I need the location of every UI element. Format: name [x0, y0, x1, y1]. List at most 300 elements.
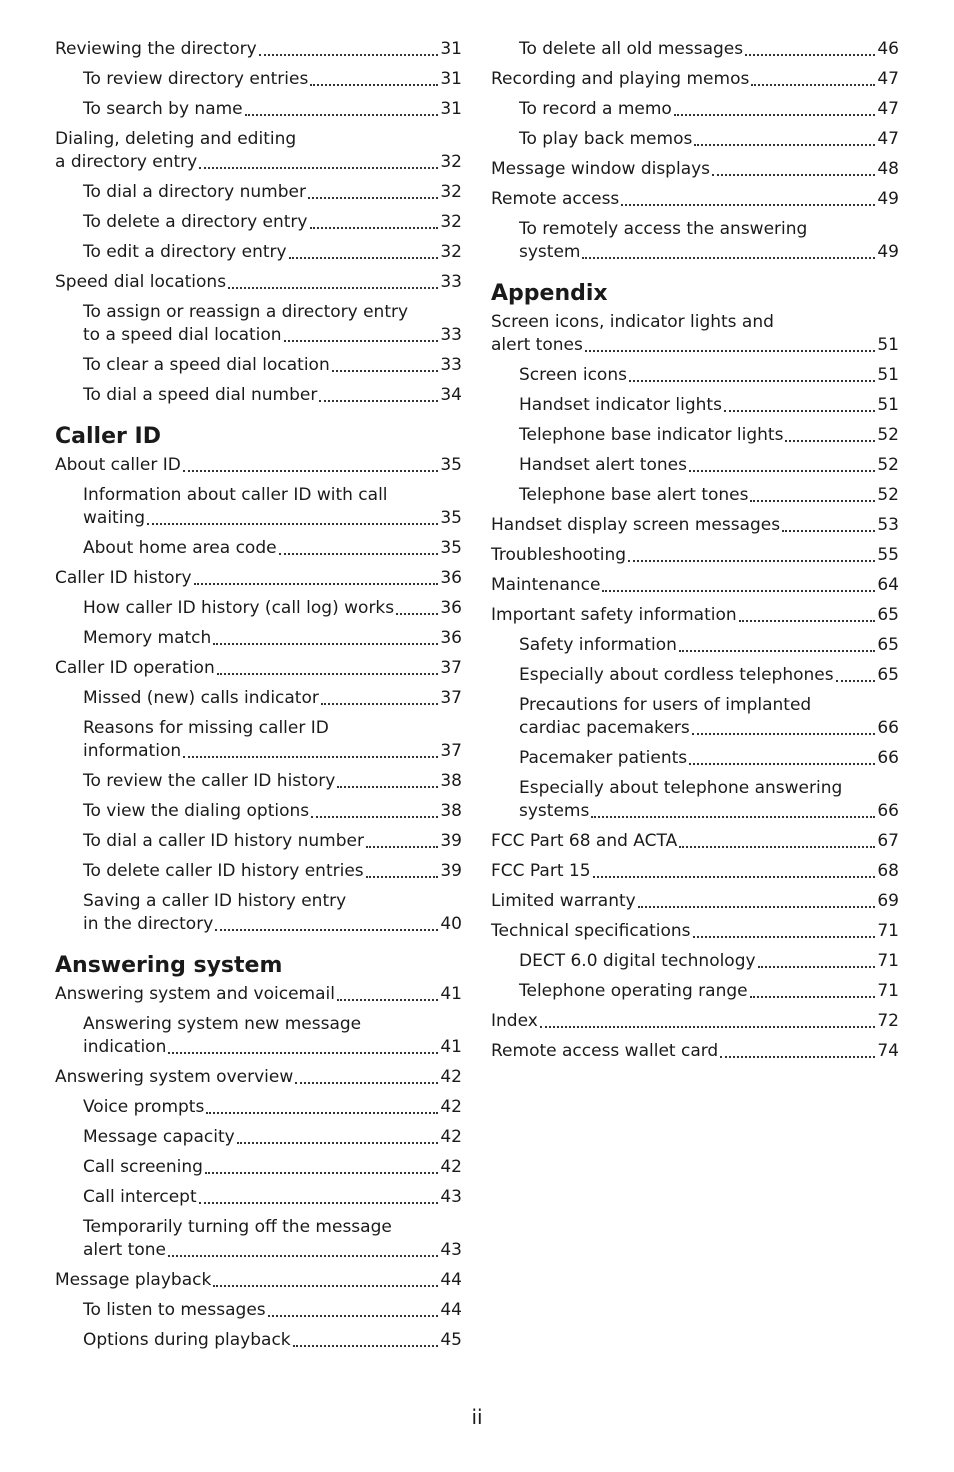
toc-entry-title-line: Reasons for missing caller ID [83, 718, 329, 738]
toc-entry[interactable] [55, 687, 462, 710]
toc-entry-line [491, 514, 899, 537]
toc-entry[interactable] [491, 484, 899, 507]
dot-leader [758, 966, 876, 968]
toc-entry-line [83, 687, 462, 710]
toc-page-number: 36 [440, 598, 462, 618]
toc-entry[interactable] [55, 830, 462, 853]
dot-leader [228, 287, 438, 289]
dot-leader [638, 906, 876, 908]
toc-entry[interactable] [491, 424, 899, 447]
section-heading-caller-id: Caller ID [55, 424, 161, 449]
toc-page-number: 64 [877, 575, 899, 595]
toc-page-number: 41 [440, 1037, 462, 1057]
toc-page-number: 71 [877, 981, 899, 1001]
toc-page-number: 65 [877, 605, 899, 625]
toc-entry-title: Answering system and voicemail [55, 984, 335, 1004]
toc-entry-line [83, 800, 462, 823]
toc-entry-title: To listen to messages [83, 1300, 266, 1320]
dot-leader [259, 54, 439, 56]
toc-page-number: 49 [877, 242, 899, 262]
toc-entry-title: information [83, 741, 182, 761]
toc-entry[interactable] [55, 537, 462, 560]
page-number: ii [471, 1405, 483, 1429]
toc-entry-line [519, 241, 899, 264]
toc-entry-line [55, 1066, 462, 1089]
dot-leader [582, 257, 875, 259]
toc-entry-title: To record a memo [519, 99, 672, 119]
toc-entry[interactable] [491, 38, 899, 61]
dot-leader [750, 996, 876, 998]
toc-page-number: 33 [440, 325, 462, 345]
toc-entry-line [83, 537, 462, 560]
toc-entry-title: Telephone operating range [519, 981, 748, 1001]
toc-entry-title: Remote access [491, 189, 620, 209]
dot-leader [745, 54, 875, 56]
toc-page-number: 51 [877, 365, 899, 385]
toc-page-number: 31 [440, 39, 462, 59]
toc-entry-title: Limited warranty [491, 891, 636, 911]
toc-entry-title: DECT 6.0 digital technology [519, 951, 756, 971]
toc-page-number: 32 [440, 242, 462, 262]
toc-entry-line [55, 454, 462, 477]
toc-entry-title: Pacemaker patients [519, 748, 688, 768]
dot-leader [693, 936, 876, 938]
toc-page-number: 39 [440, 831, 462, 851]
toc-entry[interactable] [55, 271, 462, 294]
toc-page-number: 74 [877, 1041, 899, 1061]
dot-leader [310, 84, 438, 86]
toc-page-number: 52 [877, 455, 899, 475]
toc-entry[interactable] [491, 98, 899, 121]
dot-leader [337, 786, 438, 788]
toc-entry-line [83, 68, 462, 91]
dot-leader [213, 1285, 438, 1287]
toc-left-column [55, 38, 462, 1359]
toc-entry-line [519, 950, 899, 973]
toc-entry-title: Caller ID operation [55, 658, 215, 678]
toc-page-number: 38 [440, 771, 462, 791]
dot-leader [217, 673, 439, 675]
dot-leader [311, 816, 438, 818]
toc-entry-line [83, 627, 462, 650]
toc-entry-line [83, 597, 462, 620]
toc-entry[interactable] [55, 1186, 462, 1209]
toc-page-number: 51 [877, 335, 899, 355]
dot-leader [540, 1026, 876, 1028]
toc-entry-title: Screen icons [519, 365, 627, 385]
toc-page-number: 43 [440, 1240, 462, 1260]
toc-entry-line [491, 830, 899, 853]
dot-leader [319, 400, 438, 402]
toc-entry-title-line: Temporarily turning off the message [83, 1217, 392, 1237]
toc-entry[interactable] [491, 664, 899, 687]
toc-entry-line [519, 98, 899, 121]
toc-entry-title: Important safety information [491, 605, 737, 625]
toc-entry-line [519, 800, 899, 823]
toc-entry-line [491, 574, 899, 597]
dot-leader [629, 380, 875, 382]
toc-entry-title-line: Answering system new message [83, 1014, 362, 1034]
dot-leader [751, 84, 875, 86]
toc-entry-title: Reviewing the directory [55, 39, 257, 59]
toc-entry[interactable] [491, 604, 899, 627]
toc-entry[interactable] [55, 38, 462, 61]
toc-page-number: 45 [440, 1330, 462, 1350]
toc-page-number: 72 [877, 1011, 899, 1031]
toc-entry[interactable] [491, 694, 899, 740]
toc-entry-title: Recording and playing memos [491, 69, 750, 89]
toc-entry[interactable] [55, 1126, 462, 1149]
toc-entry-title: How caller ID history (call log) works [83, 598, 395, 618]
dot-leader [593, 876, 876, 878]
toc-entry[interactable] [491, 311, 899, 357]
dot-leader [289, 257, 439, 259]
toc-entry[interactable] [491, 394, 899, 417]
toc-entry-title: cardiac pacemakers [519, 718, 690, 738]
toc-page-number: 37 [440, 741, 462, 761]
toc-entry-line [491, 604, 899, 627]
toc-entry[interactable] [55, 890, 462, 936]
toc-page-number: 65 [877, 665, 899, 685]
dot-leader [750, 500, 875, 502]
toc-entry[interactable] [55, 1156, 462, 1179]
toc-entry[interactable] [55, 454, 462, 477]
toc-page-number: 66 [877, 801, 899, 821]
toc-entry-line [83, 384, 462, 407]
dot-leader [168, 1255, 438, 1257]
toc-entry-title: Telephone base alert tones [519, 485, 749, 505]
toc-entry-title: Speed dial locations [55, 272, 227, 292]
toc-entry-line [83, 1126, 462, 1149]
dot-leader [836, 680, 876, 682]
dot-leader [183, 756, 438, 758]
toc-entry-title: To delete a directory entry [83, 212, 308, 232]
toc-page-number: 35 [440, 455, 462, 475]
dot-leader [321, 703, 438, 705]
toc-entry-line [83, 913, 462, 936]
toc-page-number: 37 [440, 688, 462, 708]
toc-entry[interactable] [491, 950, 899, 973]
dot-leader [199, 1202, 439, 1204]
toc-entry[interactable] [491, 634, 899, 657]
toc-entry[interactable] [491, 218, 899, 264]
toc-entry[interactable] [491, 890, 899, 913]
toc-entry[interactable] [491, 544, 899, 567]
dot-leader [689, 763, 875, 765]
toc-page-number: 42 [440, 1157, 462, 1177]
toc-entry-title: systems [519, 801, 590, 821]
toc-page-number: 33 [440, 272, 462, 292]
toc-page-number: 47 [877, 99, 899, 119]
toc-entry-title: Missed (new) calls indicator [83, 688, 319, 708]
toc-entry-line [83, 211, 462, 234]
toc-entry-title: Caller ID history [55, 568, 192, 588]
dot-leader [194, 583, 439, 585]
toc-entry-line [519, 664, 899, 687]
toc-entry-title: To clear a speed dial location [83, 355, 330, 375]
dot-leader [215, 929, 438, 931]
dot-leader [591, 816, 875, 818]
toc-entry-title: FCC Part 15 [491, 861, 591, 881]
toc-page-number: 32 [440, 182, 462, 202]
toc-page-number: 55 [877, 545, 899, 565]
toc-entry-line [519, 747, 899, 770]
toc-entry-title: To dial a speed dial number [83, 385, 318, 405]
toc-page-number: 44 [440, 1270, 462, 1290]
toc-entry[interactable] [55, 1216, 462, 1262]
toc-entry-title: To view the dialing options [83, 801, 310, 821]
toc-page-number: 33 [440, 355, 462, 375]
toc-entry-line [83, 98, 462, 121]
toc-entry[interactable] [55, 181, 462, 204]
toc-entry-line [519, 634, 899, 657]
toc-entry[interactable] [491, 777, 899, 823]
toc-page-number: 32 [440, 152, 462, 172]
toc-entry[interactable] [55, 128, 462, 174]
toc-entry-title: Call screening [83, 1157, 203, 1177]
toc-entry-line [519, 38, 899, 61]
toc-page-number: 71 [877, 951, 899, 971]
toc-entry-title: To search by name [83, 99, 243, 119]
toc-entry-line [491, 890, 899, 913]
toc-entry-title: Remote access wallet card [491, 1041, 719, 1061]
toc-entry[interactable] [491, 68, 899, 91]
dot-leader [205, 1172, 438, 1174]
toc-entry-line [83, 1036, 462, 1059]
toc-entry-title: To dial a caller ID history number [83, 831, 364, 851]
toc-entry[interactable] [55, 68, 462, 91]
toc-page-number: 37 [440, 658, 462, 678]
toc-entry[interactable] [55, 1299, 462, 1322]
toc-page-number: 49 [877, 189, 899, 209]
toc-entry[interactable] [491, 830, 899, 853]
toc-page-number: 39 [440, 861, 462, 881]
toc-entry-line [519, 454, 899, 477]
toc-page-number: 35 [440, 508, 462, 528]
toc-entry-line [83, 324, 462, 347]
toc-entry-line [83, 830, 462, 853]
toc-entry-line [491, 1040, 899, 1063]
toc-entry-title: About home area code [83, 538, 277, 558]
toc-entry[interactable] [55, 860, 462, 883]
toc-entry-title: Message window displays [491, 159, 711, 179]
toc-entry-title: Safety information [519, 635, 677, 655]
toc-page-number: 42 [440, 1127, 462, 1147]
toc-entry-title: Message capacity [83, 1127, 235, 1147]
toc-entry-line [519, 980, 899, 1003]
dot-leader [674, 114, 876, 116]
toc-entry-title-line: Dialing, deleting and editing [55, 129, 297, 149]
toc-entry-title: To delete caller ID history entries [83, 861, 364, 881]
dot-leader [720, 1056, 875, 1058]
toc-entry-title: Troubleshooting [491, 545, 627, 565]
toc-entry[interactable] [491, 920, 899, 943]
toc-entry[interactable] [55, 384, 462, 407]
toc-entry-title-line: Precautions for users of implanted [519, 695, 812, 715]
toc-entry-title: Memory match [83, 628, 212, 648]
toc-page-number: 53 [877, 515, 899, 535]
toc-entry-line [519, 128, 899, 151]
toc-entry[interactable] [55, 1096, 462, 1119]
toc-entry-line [83, 860, 462, 883]
dot-leader [689, 470, 875, 472]
dot-leader [147, 523, 438, 525]
toc-page-number: 36 [440, 568, 462, 588]
toc-entry-title: in the directory [83, 914, 214, 934]
toc-entry-title: alert tone [83, 1240, 166, 1260]
toc-entry-title-line: Saving a caller ID history entry [83, 891, 347, 911]
dot-leader [268, 1315, 439, 1317]
toc-entry[interactable] [55, 567, 462, 590]
dot-leader [621, 204, 875, 206]
toc-entry[interactable] [55, 800, 462, 823]
dot-leader [337, 999, 438, 1001]
toc-page-number: 65 [877, 635, 899, 655]
toc-entry-line [55, 657, 462, 680]
toc-entry-line [491, 920, 899, 943]
dot-leader [396, 613, 438, 615]
dot-leader [279, 553, 439, 555]
toc-page-number: 35 [440, 538, 462, 558]
toc-page-number: 34 [440, 385, 462, 405]
toc-entry[interactable] [55, 1066, 462, 1089]
toc-entry-title-line: Information about caller ID with call [83, 485, 388, 505]
toc-entry-title: Handset indicator lights [519, 395, 722, 415]
toc-entry[interactable] [491, 188, 899, 211]
toc-page-number: 47 [877, 129, 899, 149]
toc-entry[interactable] [55, 354, 462, 377]
dot-leader [694, 144, 875, 146]
toc-entry-title: To dial a directory number [83, 182, 306, 202]
toc-entry-title: To review directory entries [83, 69, 309, 89]
toc-entry[interactable] [491, 454, 899, 477]
toc-entry[interactable] [55, 983, 462, 1006]
toc-entry[interactable] [55, 770, 462, 793]
toc-page-number: 68 [877, 861, 899, 881]
toc-entry-line [55, 983, 462, 1006]
toc-page-number: 66 [877, 718, 899, 738]
toc-entry-line [83, 241, 462, 264]
dot-leader [206, 1112, 438, 1114]
toc-entry[interactable] [55, 627, 462, 650]
toc-entry[interactable] [491, 747, 899, 770]
toc-entry-title: Index [491, 1011, 538, 1031]
toc-entry-line [83, 1299, 462, 1322]
toc-entry-title: Especially about cordless telephones [519, 665, 834, 685]
toc-entry-title: Answering system overview [55, 1067, 294, 1087]
toc-entry[interactable] [491, 128, 899, 151]
toc-entry-title: to a speed dial location [83, 325, 282, 345]
dot-leader [628, 560, 875, 562]
toc-entry[interactable] [491, 860, 899, 883]
toc-entry[interactable] [55, 1329, 462, 1352]
toc-entry-title: a directory entry [55, 152, 198, 172]
toc-entry[interactable] [491, 364, 899, 387]
section-heading-answering-system: Answering system [55, 953, 283, 978]
toc-entry[interactable] [55, 717, 462, 763]
toc-entry[interactable] [55, 1269, 462, 1292]
toc-page-number: 36 [440, 628, 462, 648]
dot-leader [293, 1345, 439, 1347]
toc-page-number: 44 [440, 1300, 462, 1320]
toc-entry[interactable] [491, 158, 899, 181]
dot-leader [679, 650, 875, 652]
toc-entry-line [83, 1096, 462, 1119]
toc-entry-line [55, 567, 462, 590]
toc-page-number: 40 [440, 914, 462, 934]
toc-entry-line [83, 1239, 462, 1262]
dot-leader [692, 733, 876, 735]
toc-entry[interactable] [55, 211, 462, 234]
toc-page-number: 48 [877, 159, 899, 179]
toc-entry-line [491, 334, 899, 357]
toc-entry-title: To play back memos [519, 129, 693, 149]
toc-entry-line [519, 364, 899, 387]
toc-entry-title: alert tones [491, 335, 583, 355]
dot-leader [602, 590, 875, 592]
toc-entry-line [491, 860, 899, 883]
toc-entry[interactable] [491, 980, 899, 1003]
dot-leader [739, 620, 876, 622]
toc-entry-line [55, 151, 462, 174]
dot-leader [310, 227, 439, 229]
dot-leader [168, 1052, 438, 1054]
toc-page-number: 51 [877, 395, 899, 415]
toc-entry-line [491, 68, 899, 91]
toc-entry[interactable] [491, 574, 899, 597]
toc-page-number: 38 [440, 801, 462, 821]
toc-entry-title: Call intercept [83, 1187, 197, 1207]
toc-entry-title: About caller ID [55, 455, 181, 475]
toc-entry[interactable] [491, 1040, 899, 1063]
toc-entry-title: waiting [83, 508, 145, 528]
toc-page-number: 52 [877, 425, 899, 445]
toc-entry-line [83, 507, 462, 530]
toc-entry-title: indication [83, 1037, 167, 1057]
toc-entry-title-line: To remotely access the answering [519, 219, 808, 239]
toc-entry[interactable] [55, 98, 462, 121]
toc-entry-title: Message playback [55, 1270, 212, 1290]
toc-entry-title: Telephone base indicator lights [519, 425, 784, 445]
toc-entry[interactable] [491, 1010, 899, 1033]
toc-page-number: 47 [877, 69, 899, 89]
toc-page-number: 42 [440, 1097, 462, 1117]
toc-page-number: 69 [877, 891, 899, 911]
toc-entry[interactable] [55, 484, 462, 530]
toc-entry[interactable] [491, 514, 899, 537]
toc-page-number: 71 [877, 921, 899, 941]
section-heading-appendix: Appendix [491, 281, 608, 306]
toc-entry-title: Options during playback [83, 1330, 291, 1350]
toc-entry[interactable] [55, 597, 462, 620]
toc-page-number: 46 [877, 39, 899, 59]
toc-entry-line [83, 1186, 462, 1209]
dot-leader [782, 530, 875, 532]
dot-leader [295, 1082, 438, 1084]
toc-entry[interactable] [55, 1013, 462, 1059]
toc-page-number: 32 [440, 212, 462, 232]
toc-entry[interactable] [55, 241, 462, 264]
dot-leader [712, 174, 875, 176]
toc-entry[interactable] [55, 301, 462, 347]
toc-entry-title-line: Screen icons, indicator lights and [491, 312, 774, 332]
dot-leader [308, 197, 438, 199]
toc-entry-title: Voice prompts [83, 1097, 205, 1117]
toc-page-number: 31 [440, 99, 462, 119]
toc-entry[interactable] [55, 657, 462, 680]
toc-entry-line [55, 1269, 462, 1292]
toc-page-number: 41 [440, 984, 462, 1004]
